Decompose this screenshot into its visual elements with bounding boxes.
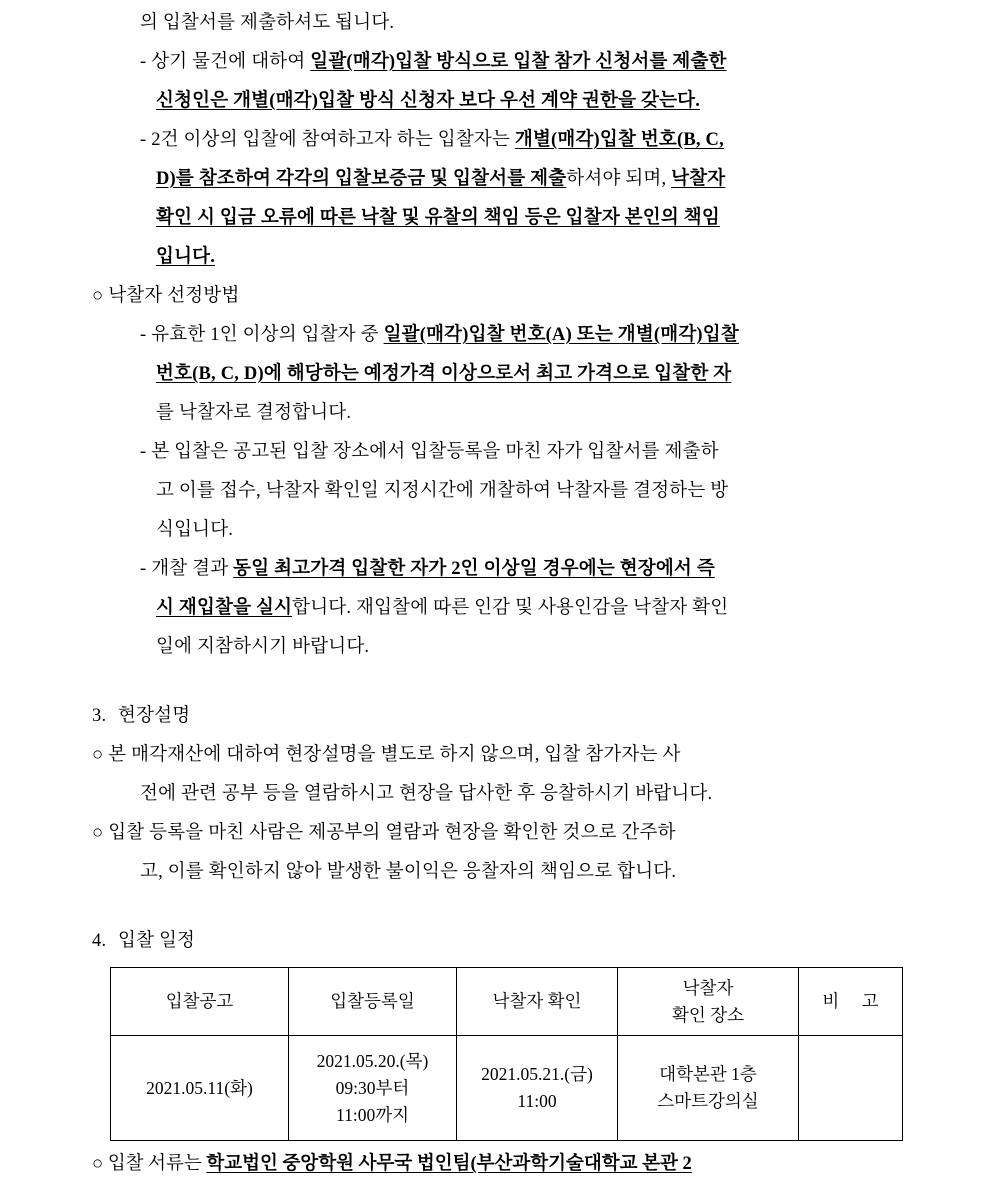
circle-bullet-icon: ○ — [92, 286, 104, 306]
circle-bullet-icon: ○ — [92, 823, 104, 843]
schedule-table-wrapper — [92, 961, 897, 1141]
table-header-cell-confirm — [457, 968, 618, 1036]
table-cell-registration-date — [289, 1036, 457, 1141]
text-line: 낙찰자 선정방법 — [108, 286, 240, 306]
text-emphasis: 입니다. — [156, 247, 216, 267]
text-emphasis: 낙찰자 — [671, 169, 726, 189]
cell-text: 입찰공고 — [165, 991, 234, 1011]
table-cell-remarks — [799, 1036, 903, 1141]
bid-winner-item-1-line-3 — [92, 394, 897, 433]
text-line: 유효한 1인 이상의 입찰자 중 — [151, 325, 384, 345]
spacer — [92, 667, 897, 697]
circle-bullet-icon: ○ — [92, 1154, 104, 1174]
cell-text: 11:00 — [517, 1091, 557, 1111]
section-title: 입찰 일정 — [118, 931, 196, 951]
bid-winner-item-2-line-3 — [92, 511, 897, 550]
text-line: 고 이를 접수, 낙찰자 확인일 지정시간에 개찰하여 낙찰자를 결정하는 방 — [156, 481, 729, 501]
text-emphasis: 번호(B, C, D)에 해당하는 예정가격 이상으로서 최고 가격으로 입찰한 자 — [156, 364, 732, 384]
cell-text: 비 고 — [822, 991, 888, 1011]
cell-text: 확인 장소 — [672, 1004, 744, 1025]
section-number: 3. — [92, 706, 107, 726]
table-header-cell-location — [618, 968, 799, 1036]
cell-text: 2021.05.21.(금) — [481, 1064, 593, 1084]
bid-schedule-table — [110, 967, 903, 1141]
text-line: 식입니다. — [156, 520, 234, 540]
cell-text: 낙찰자 확인 — [492, 991, 582, 1011]
text-line: 고, 이를 확인하지 않아 발생한 불이익은 응찰자의 책임으로 합니다. — [140, 862, 677, 882]
cell-text: 09:30부터 — [335, 1077, 410, 1098]
cell-text: 2021.05.11(화) — [146, 1077, 253, 1098]
circle-bullet-icon: ○ — [92, 745, 104, 765]
text-emphasis: 개별(매각)입찰 번호(B, C, — [514, 130, 724, 150]
table-header-cell-remarks — [799, 968, 903, 1036]
text-emphasis: 신청인은 개별(매각)입찰 방식 신청자 보다 우선 계약 권한을 갖는다. — [156, 91, 701, 111]
cell-text: 대학본관 1층 — [659, 1064, 757, 1084]
dash-item-2-line-2 — [92, 160, 897, 199]
table-row — [111, 1036, 903, 1141]
text-line: 입찰 등록을 마친 사람은 제공부의 열람과 현장을 확인한 것으로 간주하 — [108, 823, 676, 843]
spacer — [92, 892, 897, 922]
bid-winner-item-1-line-2 — [92, 355, 897, 394]
section-4-heading — [92, 922, 897, 961]
table-header-row — [111, 968, 903, 1036]
text-line: 2건 이상의 입찰에 참여하고자 하는 입찰자는 — [151, 130, 515, 150]
table-cell-notice-date — [111, 1036, 289, 1141]
text-line: 본 입찰은 공고된 입찰 장소에서 입찰등록을 마친 자가 입찰서를 제출하 — [151, 442, 719, 462]
cell-text: 2021.05.20.(목) — [316, 1050, 429, 1071]
section-bid-winner-heading — [92, 277, 897, 316]
section-3-heading — [92, 697, 897, 736]
dash-item-2-line-3 — [92, 199, 897, 238]
text-line: 개찰 결과 — [151, 559, 234, 579]
section-3-bullet-1-line-2 — [92, 775, 897, 814]
table-header-cell-registration — [289, 968, 457, 1036]
table-cell-confirm-date — [457, 1036, 618, 1141]
text-line: 본 매각재산에 대하여 현장설명을 별도로 하지 않으며, 입찰 참가자는 사 — [108, 745, 681, 765]
text-emphasis: 학교법인 중앙학원 사무국 법인팀(부산과학기술대학교 본관 2 — [206, 1154, 692, 1174]
paragraph-continuation — [92, 4, 897, 43]
bid-winner-item-2-line-2 — [92, 472, 897, 511]
bid-winner-item-3-line-2 — [92, 589, 897, 628]
dash-marker: - — [140, 130, 147, 150]
text-emphasis: 확인 시 입금 오류에 따른 낙찰 및 유찰의 책임 등은 입찰자 본인의 책임 — [156, 208, 720, 228]
section-4-footer-bullet — [92, 1141, 897, 1184]
dash-item-2 — [92, 121, 897, 160]
section-number: 4. — [92, 931, 107, 951]
cell-text: 11:00까지 — [335, 1104, 410, 1125]
cell-text: 입찰등록일 — [330, 991, 415, 1011]
cell-text: 낙찰자 — [682, 977, 734, 998]
text-emphasis: 시 재입찰을 실시 — [156, 598, 293, 618]
text-line: 의 입찰서를 제출하셔도 됩니다. — [140, 13, 395, 33]
table-cell-location — [618, 1036, 799, 1141]
text-line: 하셔야 되며, — [566, 169, 672, 189]
section-3-bullet-1 — [92, 736, 897, 775]
text-line: 상기 물건에 대하여 — [151, 52, 311, 72]
text-line: 입찰 서류는 — [107, 1154, 207, 1174]
text-line: 합니다. 재입찰에 따른 인감 및 사용인감을 낙찰자 확인 — [292, 598, 729, 618]
bid-winner-item-3-line-3 — [92, 628, 897, 667]
text-emphasis: 일괄(매각)입찰 방식으로 입찰 참가 신청서를 제출한 — [310, 52, 727, 72]
section-3-bullet-2-line-2 — [92, 853, 897, 892]
text-emphasis: 일괄(매각)입찰 번호(A) 또는 개별(매각)입찰 — [383, 325, 739, 345]
bid-winner-item-1 — [92, 316, 897, 355]
bid-winner-item-2 — [92, 433, 897, 472]
bid-winner-item-3 — [92, 550, 897, 589]
text-emphasis: D)를 참조하여 각각의 입찰보증금 및 입찰서를 제출 — [156, 169, 567, 189]
dash-marker: - — [140, 442, 147, 462]
text-line: 전에 관련 공부 등을 열람하시고 현장을 답사한 후 응찰하시기 바랍니다. — [140, 784, 713, 804]
dash-marker: - — [140, 559, 147, 579]
table-header-cell-notice — [111, 968, 289, 1036]
cell-text: 스마트강의실 — [657, 1091, 759, 1111]
text-emphasis: 동일 최고가격 입찰한 자가 2인 이상일 경우에는 현장에서 즉 — [233, 559, 715, 579]
dash-marker: - — [140, 325, 147, 345]
dash-item-1-line-2 — [92, 82, 897, 121]
dash-item-1 — [92, 43, 897, 82]
text-line: 일에 지참하시기 바랍니다. — [156, 637, 370, 657]
section-title: 현장설명 — [118, 706, 191, 726]
section-3-bullet-2 — [92, 814, 897, 853]
dash-marker: - — [140, 52, 147, 72]
dash-item-2-line-4 — [92, 238, 897, 277]
text-line: 를 낙찰자로 결정합니다. — [156, 403, 352, 423]
